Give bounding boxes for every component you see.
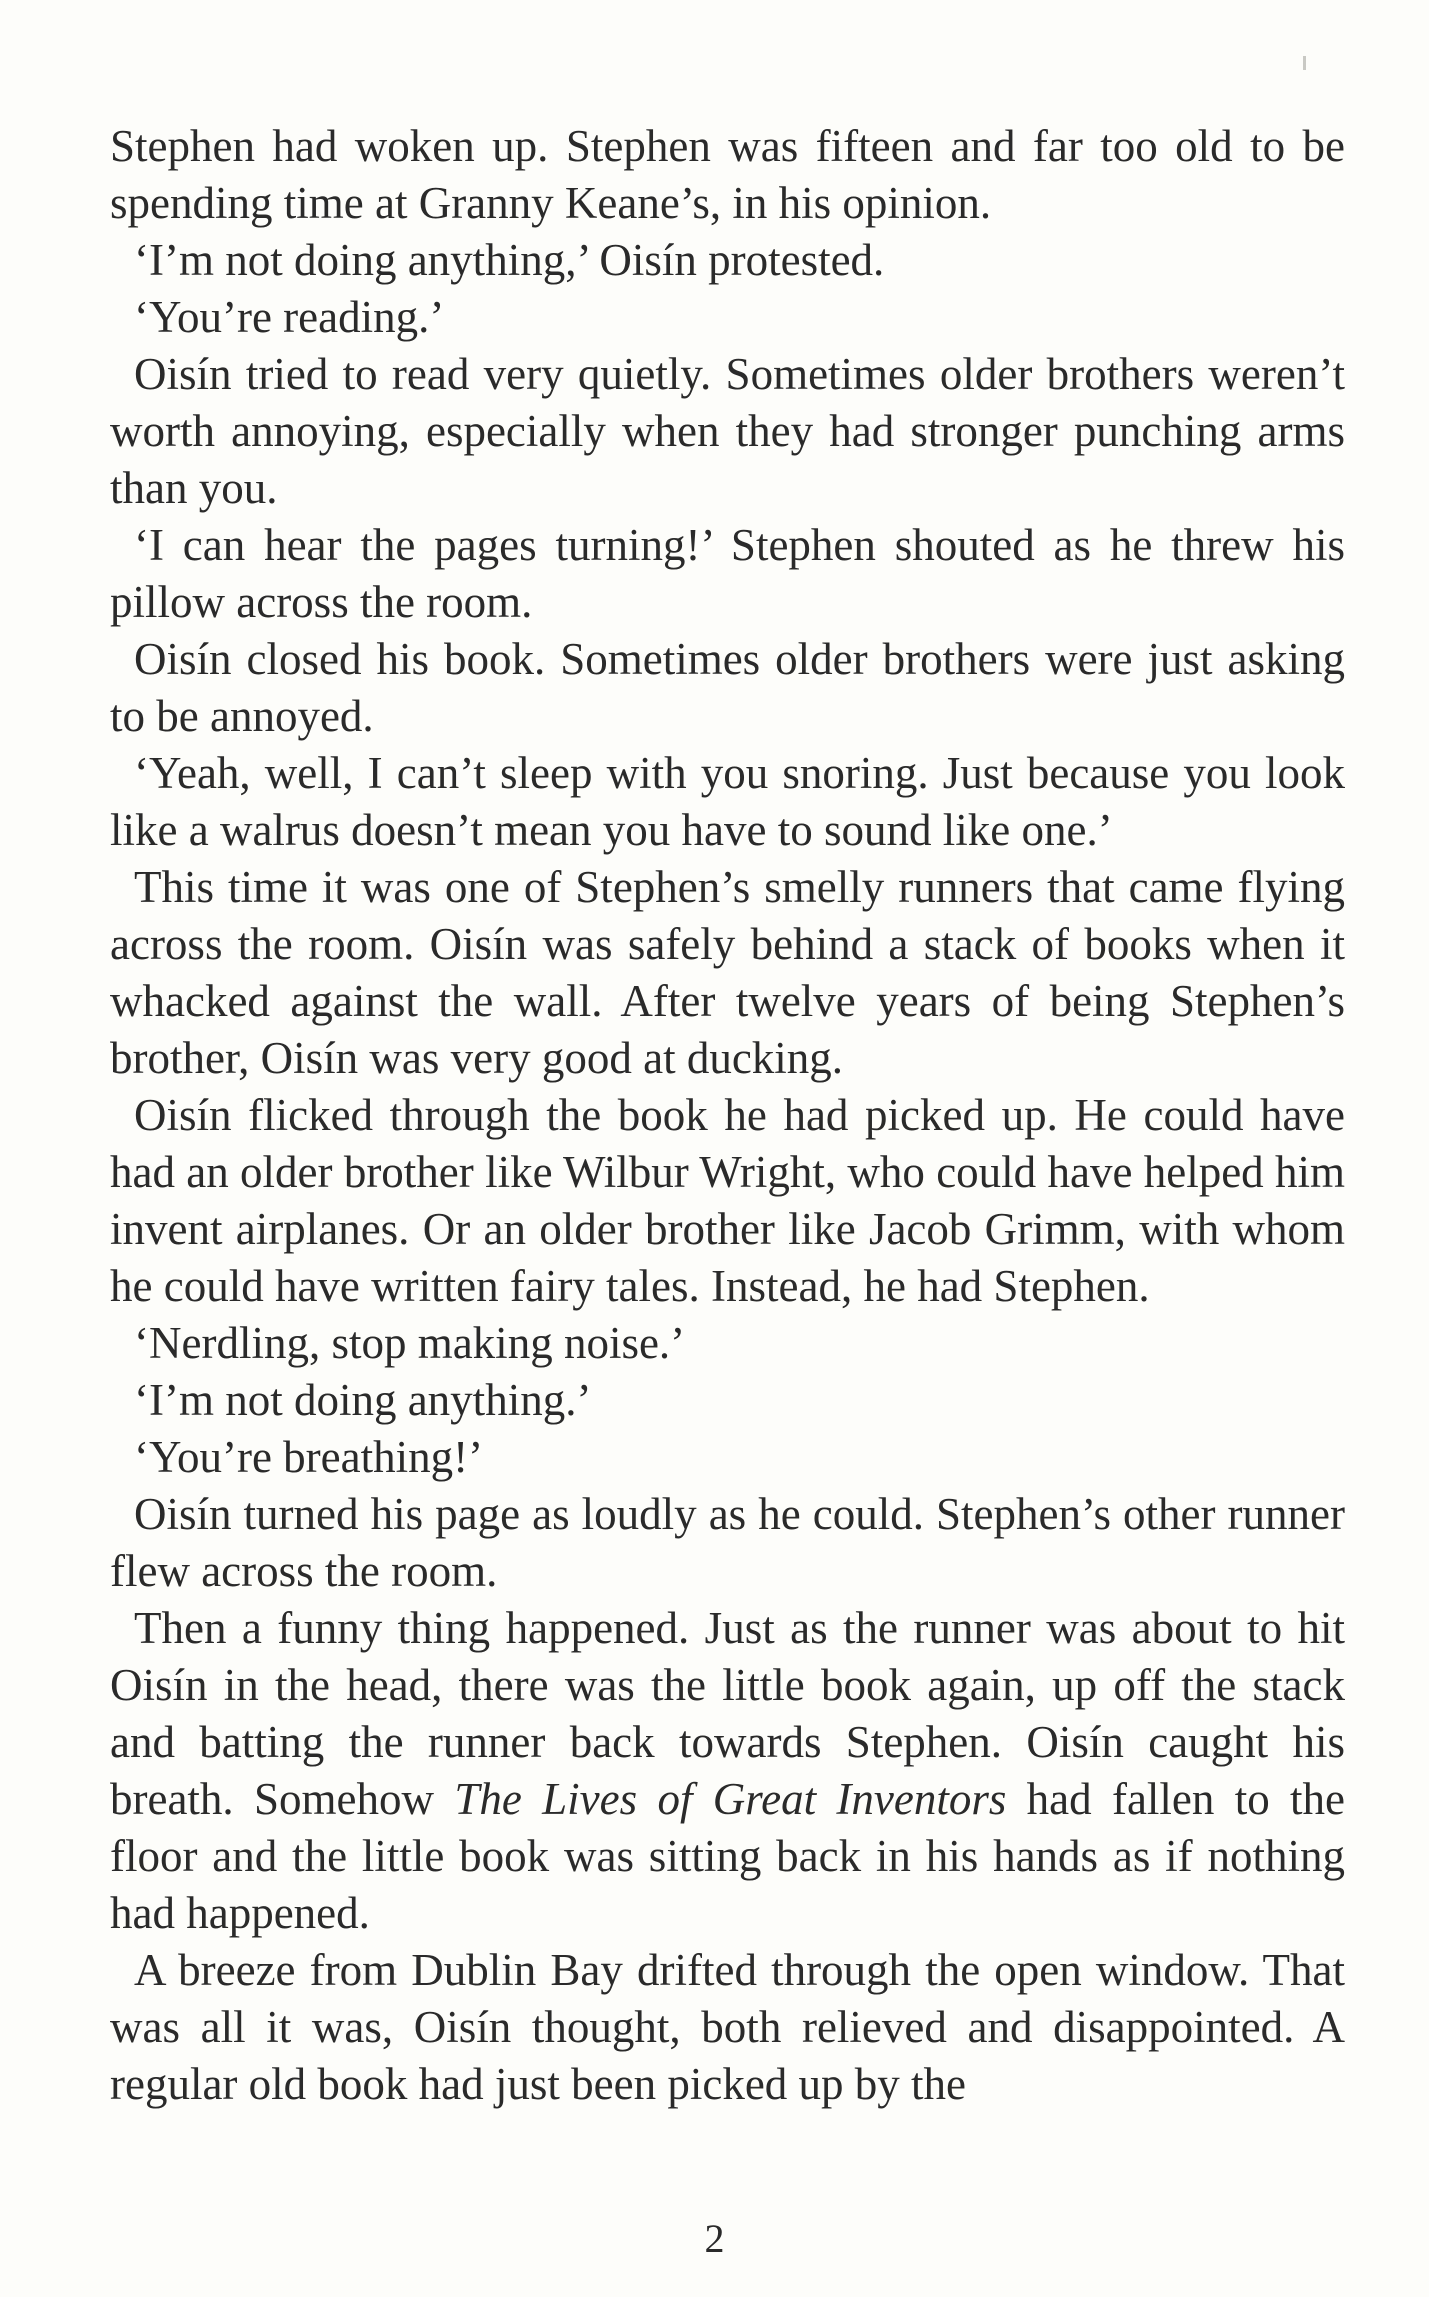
paragraph-14-part-1: Then a funny thing happened. Just as the runner was about to hit Oisín in the head, there was the little book again, up off the stack and batting the runner back towards Stephen. Oisín caught his breath. Somehow [110,1603,1345,1824]
paragraph-2: ‘I’m not doing anything,’ Oisín protested. [134,235,885,285]
paragraph-11: ‘I’m not doing anything.’ [134,1375,592,1425]
paragraph-8: This time it was one of Stephen’s smelly runners that came flying across the room. Oisín was safely behind a stack of books when it whacked against the wall. After twelve years of being Stephen’s brother, Oisín was very good at ducking. [110,862,1345,1083]
paragraph-15: A breeze from Dublin Bay drifted through the open window. That was all it was, Oisín thought, both relieved and disappointed. A regular old book had just been picked up by the [110,1945,1345,2109]
page-number: 2 [704,2216,725,2261]
body-text [110,118,1345,2113]
paragraph-7: ‘Yeah, well, I can’t sleep with you snoring. Just because you look like a walrus doesn’t mean you have to sound like one.’ [110,748,1345,855]
paragraph-5: ‘I can hear the pages turning!’ Stephen shouted as he threw his pillow across the room. [110,520,1345,627]
paragraph-1: Stephen had woken up. Stephen was fifteen and far too old to be spending time at Granny Keane’s, in his opinion. [110,121,1345,228]
paragraph-9: Oisín flicked through the book he had picked up. He could have had an older brother like Wilbur Wright, who could have helped him invent airplanes. Or an older brother like Jacob Grimm, with whom he could have written fairy tales. Instead, he had Stephen. [110,1090,1345,1311]
paragraph-10: ‘Nerdling, stop making noise.’ [134,1318,686,1368]
paragraph-12: ‘You’re breathing!’ [134,1432,484,1482]
paragraph-14-part-2: had fallen to the floor and the little book was sitting back in his hands as if nothing had happened. [110,1774,1346,1938]
book-title: The Lives of Great Inventors [454,1774,1007,1824]
paragraph-13: Oisín turned his page as loudly as he could. Stephen’s other runner flew across the room. [110,1489,1345,1596]
paragraph-4: Oisín tried to read very quietly. Sometimes older brothers weren’t worth annoying, especially when they had stronger punching arms than you. [110,349,1345,513]
paragraph-3: ‘You’re reading.’ [134,292,445,342]
paragraph-14 [110,1600,1345,1942]
page-edge-mark [1303,56,1306,70]
paragraph-6: Oisín closed his book. Sometimes older brothers were just asking to be annoyed. [110,634,1345,741]
